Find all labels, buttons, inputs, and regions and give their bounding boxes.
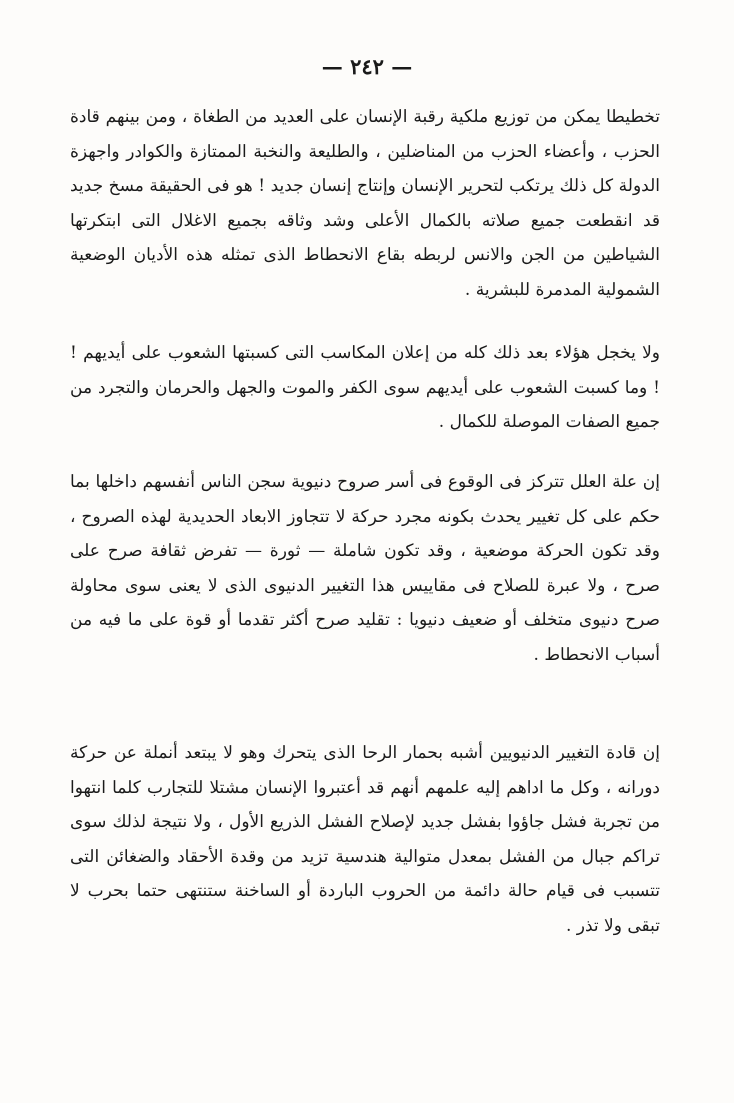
paragraph: إن قادة التغيير الدنيويين أشبه بحمار الرحا الذى يتحرك وهو لا يبتعد أنملة عن حركة دورانه ، وكل ما اداهم إليه علمهم أنهم قد أعتبروا الإنسان مشتلا للتجارب كلما انتهوا من تجربة فشل جاؤوا بفشل جديد لإصلاح الفشل الذريع الأول ، ولا نتيجة لذلك سوى تراكم جبال من الفشل بمعدل متوالية هندسية تزيد من وقدة الأحقاد والضغائن التى تتسبب فى قيام حالة دائمة من الحروب الباردة أو الساخنة ستنتهى حتما بحرب لا تبقى ولا تذر .: [70, 743, 660, 936]
paragraph: تخطيطا يمكن من توزيع ملكية رقبة الإنسان على العديد من الطغاة ، ومن بينهم قادة الحزب ، وأعضاء الحزب من المناضلين ، والطليعة والنخبة الممتازة والكوادر واجهزة الدولة كل ذلك يرتكب لتحرير الإنسان وإنتاج إنسان جديد ! هو فى الحقيقة مسخ جديد قد انقطعت جميع صلاته بالكمال الأعلى وشد وثاقه بجميع الاغلال التى ابتكرتها الشياطين من الجن والانس لربطه بقاع الانحطاط الذى تمثله هذه الأديان الوضعية الشمولية المدمرة للبشرية .: [70, 107, 660, 300]
paragraph: إن علة العلل تتركز فى الوقوع فى أسر صروح دنيوية سجن الناس أنفسهم داخلها بما حكم على كل تغيير يحدث بكونه مجرد حركة لا تتجاوز الابعاد الحديدية لهذه الصروح ، وقد تكون الحركة موضعية ، وقد تكون شاملة — ثورة — تفرض ثقافة صرح على صرح ، ولا عبرة للصلاح فى مقاييس هذا التغيير الدنيوى الذى لا يعنى سوى محاولة صرح دنيوى متخلف أو ضعيف دنيويا : تقليد صرح أكثر تقدما أو قوة على ما فيه من أسباب الانحطاط .: [70, 472, 660, 665]
page-number: — ٢٤٢ —: [321, 54, 413, 79]
paragraph: ولا يخجل هؤلاء بعد ذلك كله من إعلان المكاسب التى كسبتها الشعوب على أيديهم ! ! وما كسبت الشعوب على أيديهم سوى الكفر والموت والجهل والحرمان والتجرد من جميع الصفات الموصلة للكمال .: [70, 343, 660, 432]
